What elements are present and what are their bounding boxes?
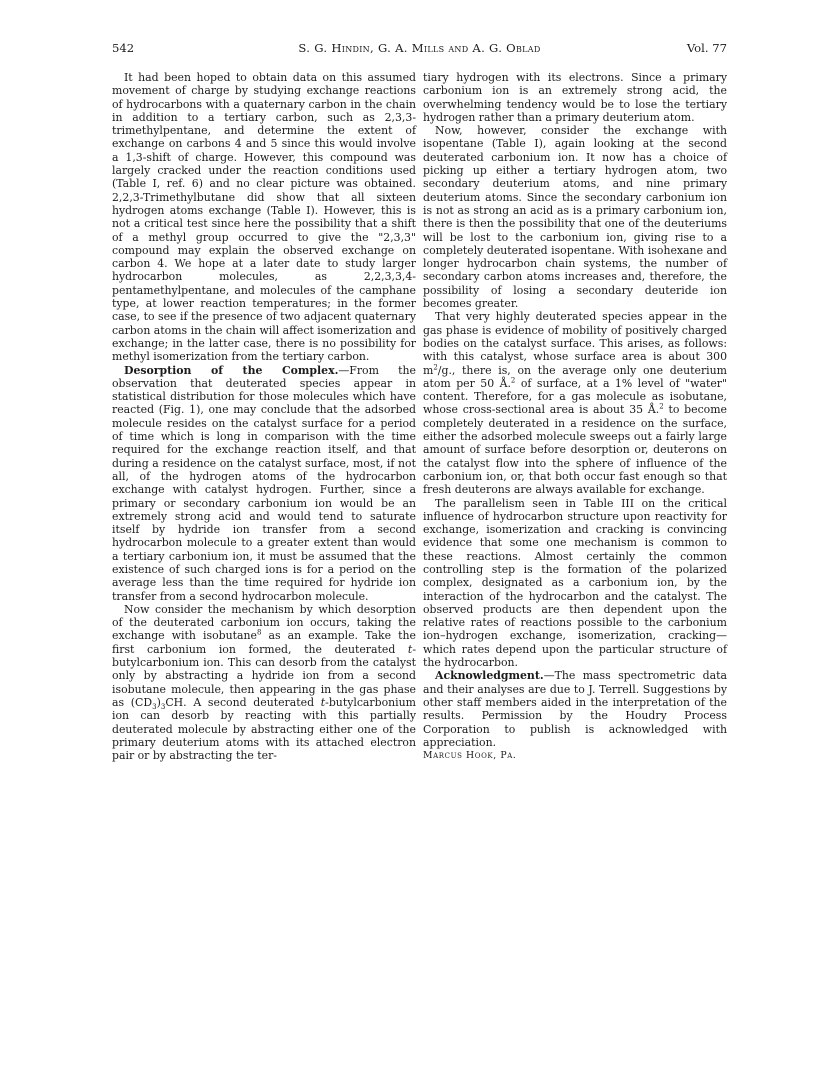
left-column	[112, 71, 416, 762]
paragraph-text: —From the observation that deuterated species appear in statistical distribution for those molecules which have reacted (Fig. 1), one may conclude that the adsorbed molecule resides on the catalyst surface for a period of time which is long in comparison with the time required for the exchange reaction itself, and that during a residence on the catalyst surface, most, if not all, of the hydrogen atoms of the hydrocarbon exchange with catalyst hydrogen. Further, since a primary or secondary carbonium ion would be an extremely strong acid and would tend to saturate itself by hydride ion transfer from a second hydrocarbon molecule to a greater extent than would a tertiary carbonium ion, it must be assumed that the existence of such charged ions is for a period on the average less than the time required for hydride ion transfer from a second hydrocarbon molecule.	[112, 363, 416, 603]
text-run: Now consider the mechanism by which desorption of the deuterated carbonium ion occurs, taking the exchange with isobutane	[112, 602, 416, 643]
superscript: 2	[510, 376, 516, 385]
paragraph	[112, 603, 416, 763]
paragraph: It had been hoped to obtain data on this assumed movement of charge by studying exchange reactions of hydrocarbons with a quaternary carbon in the chain in addition to a tertiary carbon, such as 2,3,3-trimethylpentane, and determine the extent of exchange on carbons 4 and 5 since this would involve a 1,3-shift of charge. However, this compound was largely cracked under the reaction conditions used (Table I, ref. 6) and no clear picture was obtained. 2,2,3-Trimethylbutane did show that all sixteen hydrogen atoms exchange (Table I). However, this is not a critical test since here the possibility that a shift of a methyl group occurred to give the "2,3,3" compound may explain the observed exchange on carbon 4. We hope at a later date to study larger hydrocarbon molecules, as 2,2,3,3,4-pentamethylpentane, and molecules of the camphane type, at lower reaction temperatures; in the former case, to see if the presence of two adjacent quaternary carbon atoms in the chain will affect isomerization and exchange; in the latter case, there is no possibility for methyl isomerization from the tertiary carbon.	[112, 71, 416, 364]
italic-prefix: t	[407, 642, 413, 656]
text-run: )	[156, 695, 161, 709]
paragraph: The parallelism seen in Table III on the critical influence of hydrocarbon structure upon reactivity for exchange, isomerization and cracking is convincing evidence that some one mechanism is common to these reactions. Almost certainly the common controlling step is the formation of the polarized complex, designated as a carbonium ion, by the interaction of the hydrocarbon and the catalyst. The observed products are then dependent upon the relative rates of reactions possible to the carbonium ion–hydrogen exchange, isomerization, cracking—which rates depend upon the particular structure of the hydrocarbon.	[423, 496, 727, 670]
text-run: /g., there is, on the average only one deuterium atom per 50 Å.	[423, 363, 727, 390]
superscript: 2	[659, 402, 664, 411]
paragraph	[423, 669, 727, 749]
text-run: of surface, at a 1% level of "water" content. Therefore, for a gas molecule as isobutane, whose cross-sectional area is about 35 Å.	[423, 376, 728, 417]
right-column	[423, 71, 727, 762]
subscript: 3	[160, 703, 166, 712]
subscript: 3	[152, 703, 157, 712]
text-run: That very highly deuterated species appear in the gas phase is evidence of mobility of positively charged bodies on the catalyst surface. This arises, as follows: with this catalyst, whose surface area is about 300 m	[423, 310, 727, 377]
text-run: as an example. Take the first carbonium ion formed, the deuterated	[112, 629, 416, 656]
volume-label: Vol. 77	[686, 41, 727, 55]
section-heading: Desorption of the Complex.	[124, 363, 339, 377]
paragraph: tiary hydrogen with its electrons. Since a primary carbonium ion is an extremely strong acid, the overwhelming tendency would be to lose the tertiary hydrogen rather than a primary deuterium atom.	[423, 71, 727, 124]
running-authors: S. G. Hindin, G. A. Mills and A. G. Oblad	[298, 41, 541, 55]
section-heading: Acknowledgment.	[435, 669, 544, 683]
location-text: Marcus Hook, Pa.	[423, 750, 517, 762]
italic-prefix: t	[320, 695, 326, 709]
text-run: -butylcarbonium ion can desorb by reacting with this partially deuterated molecule by abstracting either one of the primary deuterium atoms with its attached electron pair or by abstracting the ter-	[112, 695, 416, 763]
text-run: -butylcarbonium ion. This can desorb from the catalyst only by abstracting a hydride ion from a second isobutane molecule, then appearing in the gas phase as (CD	[112, 642, 416, 709]
author-location	[423, 749, 727, 762]
running-header	[112, 41, 727, 59]
paragraph-text: —The mass spectrometric data and their analyses are due to J. Terrell. Suggestions by other staff members aided in the interpretation of the results. Permission by the Houdry Process Corporation to publish is acknowledged with appreciation.	[423, 669, 727, 749]
text-run: to become completely deuterated in a residence on the surface, either the adsorbed molecule sweeps out a fairly large amount of surface before desorption or, deuterons on the catalyst flow into the sphere of influence of the carbonium ion, or, that both occur fast enough so that fresh deuterons are always available for exchange.	[423, 403, 727, 497]
paragraph	[112, 364, 416, 603]
paragraph	[423, 310, 727, 496]
paragraph: Now, however, consider the exchange with isopentane (Table I), again looking at the second deuterated carbonium ion. It now has a choice of picking up either a tertiary hydrogen atom, two secondary deuterium atoms, and nine primary deuterium atoms. Since the secondary carbonium ion is not as strong an acid as is a primary carbonium ion, there is then the possibility that one of the deuteriums will be lost to the carbonium ion, giving rise to a completely deuterated isopentane. With isohexane and longer hydrocarbon chain systems, the number of secondary carbon atoms increases and, therefore, the possibility of losing a secondary deuteride ion becomes greater.	[423, 124, 727, 311]
text-run: CH. A second deuterated	[165, 695, 321, 709]
reference-superscript: 8	[256, 628, 262, 637]
page-number: 542	[112, 41, 135, 55]
superscript: 2	[433, 362, 438, 371]
